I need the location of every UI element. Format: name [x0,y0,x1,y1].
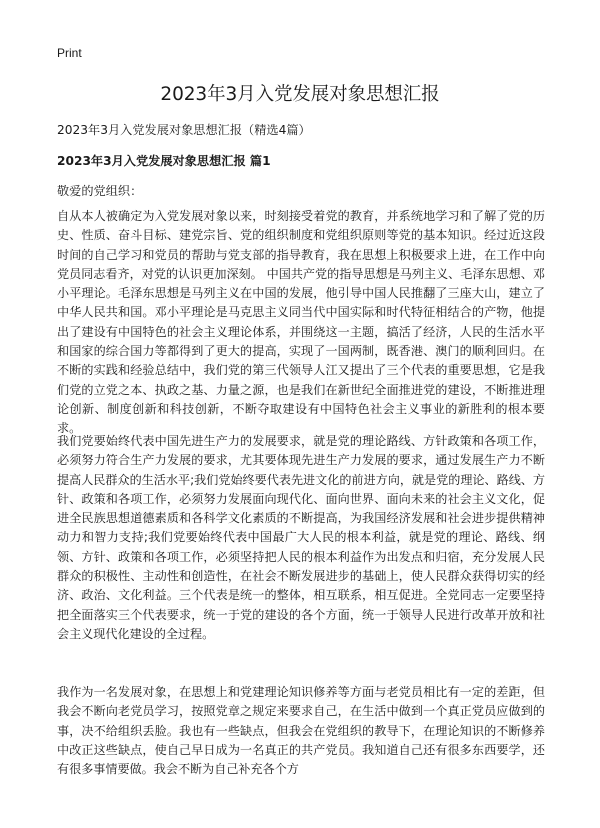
print-label[interactable]: Print [57,46,82,60]
document-subtitle: 2023年3月入党发展对象思想汇报（精选4篇） [57,123,311,137]
paragraph: 我作为一名发展对象，在思想上和党建理论知识修养等方面与老党员相比有一定的差距，但我会不断向老党员学习，按照党章之规定来要求自己，在生活中做到一个真正党员应做到的事，决不给组织丢脸。我也有一些缺点，但我会在党组织的教导下，在理论知识的不断修养中改正这些缺点，使自己早日成为一名真正的共产党员。我知道自己还有很多东西要学，还有很多事情要做。我会不断为自己补充各个方 [57,685,545,777]
paragraph: 自从本人被确定为入党发展对象以来，时刻接受着党的教育，并系统地学习和了解了党的历史、性质、奋斗目标、建党宗旨、党的组织制度和党组织原则等党的基本知识。经过近这段时间的自己学习和党员的帮助与党支部的指导教育，我在思想上积极要求上进，在工作中向党员同志看齐，对党的认识更加深刻。 中国共产党的指导思想是马列主义、毛泽东思想、邓小平理论。毛泽东思想是马列主义在中国的发展，他引导中国人民推翻了三座大山，建立了中华人民共和国。邓小平理论是马克思主义同当代中国实际和时代特征相结合的产物，他提出了建设有中国特色的社会主义理论体系，并围绕这一主题，搞活了经济，人民的生活水平和国家的综合国力等都得到了更大的提高，实现了一国两制，既香港、澳门的顺利回归。在不断的实践和经验总结中，我们党的第三代领导人江又提出了三个代表的重要思想，它是我们党的立党之本、执政之基、力量之源，也是我们在新世纪全面推进党的建设，不断推进理论创新、制度创新和科技创新，不断夺取建设有中国特色社会主义事业的新胜利的根本要求。 [57,209,545,436]
section-heading: 2023年3月入党发展对象思想汇报 篇1 [57,154,271,168]
document-title: 2023年3月入党发展对象思想汇报 [160,84,440,105]
paragraph: 我们党要始终代表中国先进生产力的发展要求，就是党的理论路线、方针政策和各项工作，必须努力符合生产力发展的要求，尤其要体现先进生产力发展的要求，通过发展生产力不断提高人民群众的生活水平;我们党始终要代表先进文化的前进方向，就是党的理论、路线、方针、政策和各项工作，必须努力发展面向现代化、面向世界、面向未来的社会主义文化，促进全民族思想道德素质和各科学文化素质的不断提高，为我国经济发展和社会进步提供精神动力和智力支持;我们党要始终代表中国最广大人民的根本利益，就是党的理论、路线、纲领、方针、政策和各项工作，必须坚持把人民的根本利益作为出发点和归宿，充分发展人民群众的积极性、主动性和创造性，在社会不断发展进步的基础上，使人民群众获得切实的经济、政治、文化利益。三个代表是统一的整体，相互联系，相互促进。全党同志一定要坚持把全面落实三个代表要求，统一于党的建设的各个方面，统一于领导人民进行改革开放和社会主义现代化建设的全过程。 [57,434,545,641]
greeting: 敬爱的党组织： [57,184,143,198]
